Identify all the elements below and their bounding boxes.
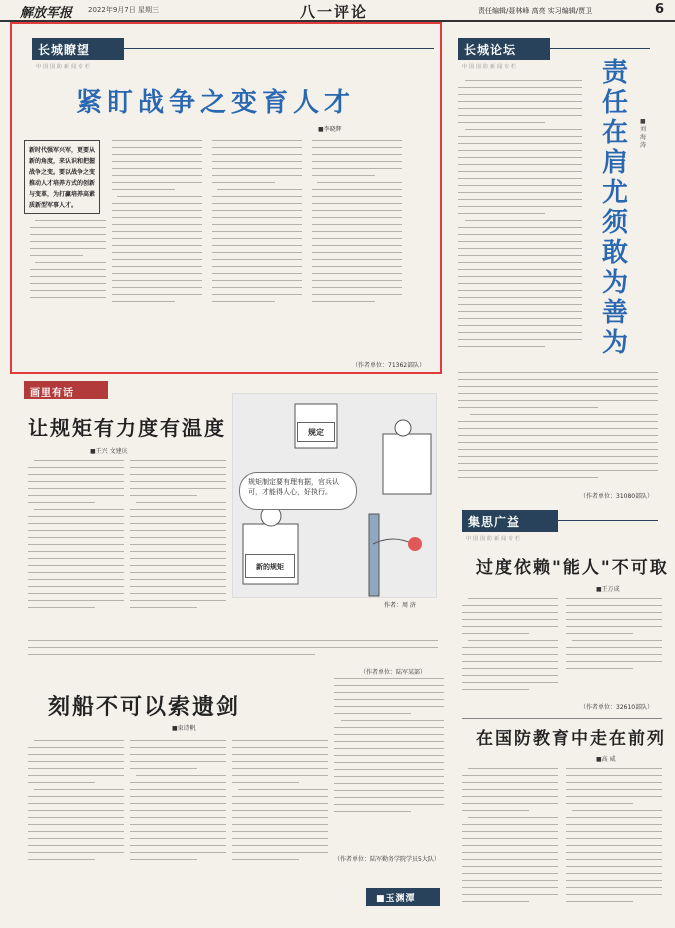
main-source: （作者单位：71362部队） (352, 362, 426, 369)
sketch-text-col-2 (130, 460, 226, 635)
sketch-byline: ■王兴 文建庆 (90, 448, 128, 455)
footer-pen-name (366, 888, 440, 906)
sketch-text-bottom (28, 640, 438, 670)
defense-text-col-2 (566, 768, 662, 918)
carving-text-col-4 (334, 678, 444, 848)
lead-summary: 新时代强军兴军，更要从新的角度，来认识和把握战争之变。要以战争之变推动人才培养方式的创新与变革，为打赢培养高素质新型军事人才。 (24, 140, 100, 214)
column-rule (558, 520, 658, 521)
sketch-source: （作者单位：陆军某部） (360, 669, 427, 676)
carving-text-col-1 (28, 740, 124, 890)
column-head-changcheng-luntan (458, 38, 550, 60)
forum-byline: ■刘海涛 (640, 118, 647, 149)
masthead (0, 0, 675, 22)
column-subtitle: 中国国防新闻专栏 (466, 536, 523, 542)
carving-headline: 刻船不可以索遗剑 (48, 694, 241, 720)
jisi-byline: ■王万成 (596, 586, 620, 593)
footer-byline: ■玉渊潭 (376, 894, 416, 904)
sign-regulation: 规定 (297, 422, 335, 442)
column-subtitle: 中国国防新闻专栏 (36, 64, 93, 70)
main-byline: ■李晓辉 (318, 126, 342, 133)
jisi-text-col-1 (462, 598, 558, 708)
column-label: 长城瞭望 (38, 43, 91, 57)
main-text-col-1 (30, 220, 106, 320)
speech-bubble: 规矩制定要有理有据，官兵认可，才能得人心，好执行。 (239, 472, 357, 510)
editors-line: 责任编辑/聂林峰 高亮 实习编辑/贾卫 (478, 7, 593, 15)
column-rule (124, 48, 434, 49)
carving-text-col-2 (130, 740, 226, 890)
main-headline: 紧盯战争之变育人才 (76, 88, 356, 118)
column-subtitle: 中国国防新闻专栏 (462, 64, 519, 70)
forum-text-col-1 (458, 80, 582, 365)
carving-source: （作者单位：陆军勤务学院学员5大队） (334, 856, 440, 863)
sketch-headline: 让规矩有力度有温度 (28, 416, 226, 440)
defense-text-col-1 (462, 768, 558, 918)
sketch-text-col-1 (28, 460, 124, 635)
sign-new-rules: 新的规矩 (245, 554, 295, 578)
main-text-col-2 (112, 140, 202, 340)
issue-date: 2022年9月7日 星期三 (88, 6, 159, 14)
column-head-jisi-guangyi (462, 510, 558, 532)
column-label: 画里有话 (30, 388, 74, 399)
section-divider (462, 718, 662, 719)
forum-vertical-headline: 责任在肩尤须敢为善为 (601, 58, 628, 358)
carving-text-col-3 (232, 740, 328, 890)
column-label: 长城论坛 (464, 43, 517, 57)
newspaper-logo: 解放军报 (20, 6, 73, 21)
main-text-col-3 (212, 140, 302, 340)
forum-source: （作者单位：31080部队） (580, 493, 654, 500)
cartoon-credit: 作者：周 济 (384, 602, 416, 609)
column-rule (550, 48, 650, 49)
editorial-cartoon (232, 393, 437, 598)
jisi-text-col-2 (566, 598, 662, 708)
main-text-col-4 (312, 140, 402, 340)
defense-headline: 在国防教育中走在前列 (476, 729, 666, 749)
column-label: 集思广益 (468, 515, 521, 529)
jisi-source: （作者单位：32610部队） (580, 704, 654, 711)
column-head-changcheng-liaowang (32, 38, 124, 60)
forum-text-col-2 (458, 372, 658, 492)
section-title: 八一评论 (300, 3, 369, 21)
carving-byline: ■束诗帆 (172, 725, 196, 732)
column-head-huali-youhua (24, 381, 108, 399)
jisi-headline: 过度依赖"能人"不可取 (476, 558, 669, 578)
page-number: 6 (655, 2, 665, 17)
defense-byline: ■高 威 (596, 756, 616, 763)
